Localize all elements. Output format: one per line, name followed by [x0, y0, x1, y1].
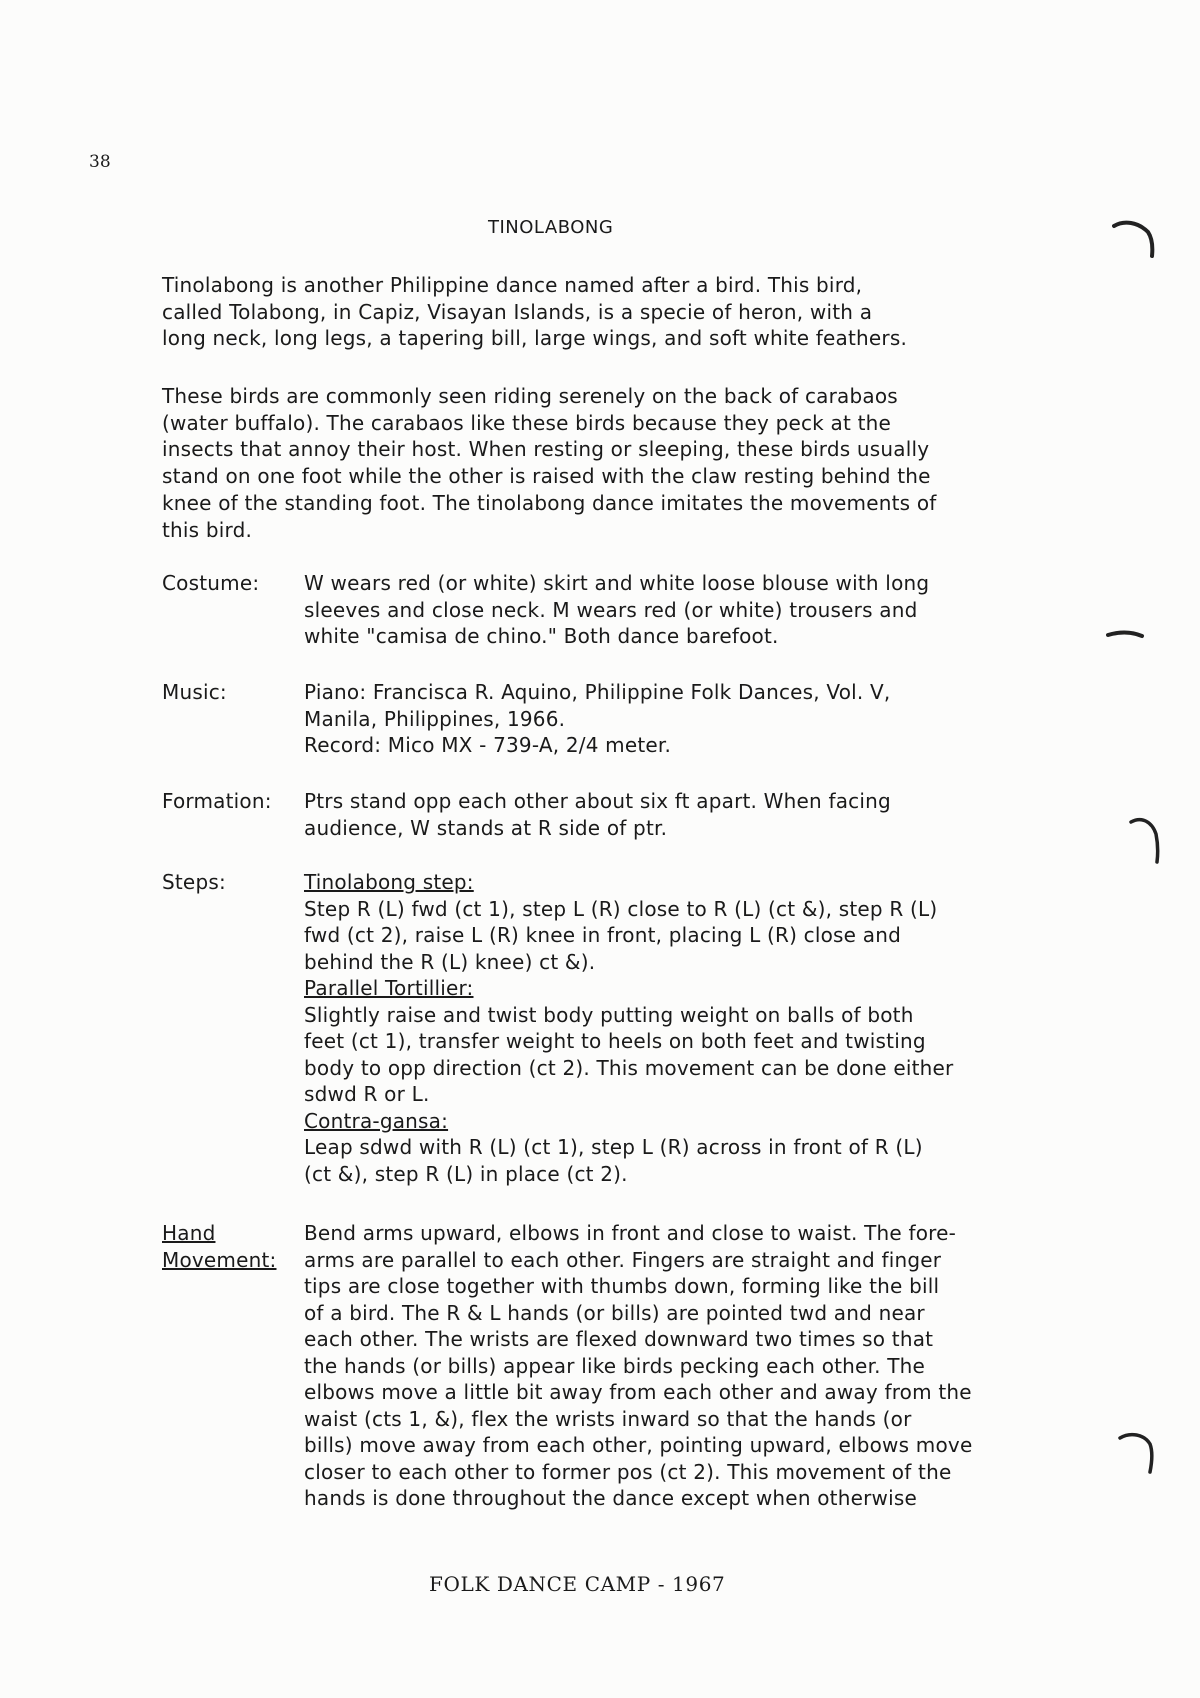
music-label: Music:	[162, 680, 227, 704]
text-line: elbows move a little bit away from each other and away from the	[304, 1380, 972, 1404]
text-line: knee of the standing foot. The tinolabong dance imitates the movements of	[162, 490, 937, 515]
text-line: white "camisa de chino." Both dance barefoot.	[304, 624, 779, 648]
punch-mark-artifact	[1106, 626, 1146, 642]
text-line: of a bird. The R & L hands (or bills) are pointed twd and near	[304, 1300, 925, 1325]
text-line: closer to each other to former pos (ct 2). This movement of the	[304, 1459, 952, 1484]
hand-label-line-1: Hand	[162, 1221, 216, 1245]
text-line: W wears red (or white) skirt and white loose blouse with long	[304, 571, 930, 595]
text-line: These birds are commonly seen riding serenely on the back of carabaos	[162, 384, 898, 408]
text-line: Record: Mico MX - 739-A, 2/4 meter.	[304, 733, 672, 757]
music-content	[304, 679, 1084, 759]
formation-content	[304, 788, 1084, 841]
costume-content	[304, 570, 1084, 650]
intro-paragraph	[162, 272, 1082, 352]
text-line: audience, W stands at R side of ptr.	[304, 815, 668, 840]
text-line: feet (ct 1), transfer weight to heels on both feet and twisting	[304, 1029, 926, 1053]
page-footer: FOLK DANCE CAMP - 1967	[429, 1572, 726, 1596]
punch-mark-artifact	[1112, 218, 1158, 264]
costume-label: Costume:	[162, 571, 260, 595]
text-line: Leap sdwd with R (L) (ct 1), step L (R) across in front of R (L)	[304, 1135, 923, 1159]
text-line: Ptrs stand opp each other about six ft apart. When facing	[304, 789, 891, 813]
text-line: body to opp direction (ct 2). This movement can be done either	[304, 1055, 954, 1080]
text-line: insects that annoy their host. When resting or sleeping, these birds usually	[162, 437, 930, 462]
text-line: bills) move away from each other, pointing upward, elbows move	[304, 1433, 973, 1457]
text-line: Step R (L) fwd (ct 1), step L (R) close to R (L) (ct &), step R (L)	[304, 896, 938, 921]
text-line: Piano: Francisca R. Aquino, Philippine Folk Dances, Vol. V,	[304, 680, 891, 704]
punch-mark-artifact	[1118, 1428, 1158, 1478]
text-line: long neck, long legs, a tapering bill, large wings, and soft white feathers.	[162, 326, 908, 351]
text-line: each other. The wrists are flexed downward two times so that	[304, 1327, 934, 1351]
text-line: (ct &), step R (L) in place (ct 2).	[304, 1161, 628, 1186]
text-line: fwd (ct 2), raise L (R) knee in front, placing L (R) close and	[304, 923, 901, 947]
text-line: arms are parallel to each other. Fingers are straight and finger	[304, 1247, 942, 1272]
text-line: Bend arms upward, elbows in front and close to waist. The fore-	[304, 1221, 957, 1245]
formation-label: Formation:	[162, 789, 272, 813]
text-line: waist (cts 1, &), flex the wrists inward so that the hands (or	[304, 1406, 912, 1431]
text-line: this bird.	[162, 517, 253, 542]
parallel-tortillier-heading: Parallel Tortillier:	[304, 976, 474, 1000]
contra-gansa-heading: Contra-gansa:	[304, 1108, 449, 1133]
text-line: behind the R (L) knee) ct &).	[304, 949, 596, 974]
hand-label-line-2: Movement:	[162, 1247, 277, 1272]
page-number: 38	[89, 152, 111, 172]
habits-paragraph	[162, 383, 1082, 543]
text-line: Manila, Philippines, 1966.	[304, 706, 566, 731]
page-title: TINOLABONG	[488, 217, 614, 238]
text-line: (water buffalo). The carabaos like these birds because they peck at the	[162, 410, 891, 435]
hand-movement-content	[304, 1220, 1084, 1512]
text-line: sleeves and close neck. M wears red (or white) trousers and	[304, 597, 918, 622]
punch-mark-artifact	[1128, 814, 1164, 866]
text-line: the hands (or bills) appear like birds pecking each other. The	[304, 1353, 926, 1378]
steps-content	[304, 869, 1084, 1187]
text-line: called Tolabong, in Capiz, Visayan Islands, is a specie of heron, with a	[162, 299, 873, 324]
steps-label: Steps:	[162, 870, 226, 894]
hand-movement-label	[162, 1220, 302, 1273]
tinolabong-step-heading: Tinolabong step:	[304, 870, 474, 894]
text-line: sdwd R or L.	[304, 1082, 430, 1106]
text-line: stand on one foot while the other is raised with the claw resting behind the	[162, 464, 931, 489]
text-line: tips are close together with thumbs down, forming like the bill	[304, 1274, 940, 1298]
text-line: Tinolabong is another Philippine dance named after a bird. This bird,	[162, 273, 863, 297]
text-line: Slightly raise and twist body putting weight on balls of both	[304, 1002, 914, 1027]
text-line: hands is done throughout the dance except when otherwise	[304, 1486, 917, 1510]
